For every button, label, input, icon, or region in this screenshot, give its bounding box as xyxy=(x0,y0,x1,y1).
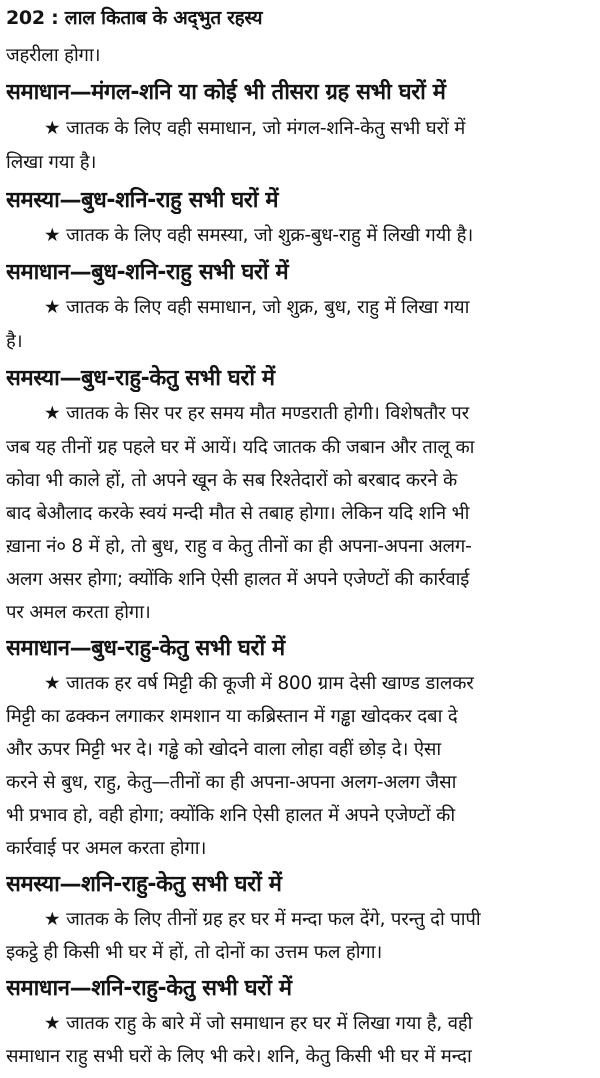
text-line: ★ जातक हर वर्ष मिट्टी की कूजी में 800 ग्राम देसी खाण्ड डालकर xyxy=(44,673,474,694)
text-line: ★ जातक के लिए वही समाधान, जो मंगल-शनि-केतु सभी घरों में xyxy=(44,118,466,139)
text-line: है। xyxy=(6,331,23,352)
text-line: लिखा गया है। xyxy=(6,152,97,173)
section-heading: समाधान—बुध-शनि-राहु सभी घरों में xyxy=(6,260,289,285)
section-heading: समाधान—बुध-राहु-केतु सभी घरों में xyxy=(6,636,285,661)
text-line: ★ जातक के सिर पर हर समय मौत मण्डराती होगी। विशेषतौर पर xyxy=(44,403,469,424)
section-heading: समस्या—बुध-राहु-केतु सभी घरों में xyxy=(6,366,275,391)
text-line: जहरीला होगा। xyxy=(6,45,101,66)
text-line: ख़ाना नं० 8 में हो, तो बुध, राहु व केतु तीनों का ही अपना-अपना अलग- xyxy=(6,536,472,557)
section-heading: समस्या—बुध-शनि-राहु सभी घरों में xyxy=(6,188,279,213)
text-line: कोवा भी काले हों, तो अपने खून के सब रिश्तेदारों को बरबाद करने के xyxy=(6,470,457,491)
text-line: ★ जातक के लिए तीनों ग्रह हर घर में मन्दा फल देंगे, परन्तु दो पापी xyxy=(44,909,481,930)
text-line: पर अमल करता होगा। xyxy=(6,602,151,623)
text-line: ★ जातक के लिए वही समस्या, जो शुक्र-बुध-राहु में लिखी गयी है। xyxy=(44,225,474,246)
text-line: करने से बुध, राहु, केतु—तीनों का ही अपना-अपना अलग-अलग जैसा xyxy=(6,772,457,793)
text-line: मिट्टी का ढक्कन लगाकर शमशान या कब्रिस्तान में गड्ढा खोदकर दबा दे xyxy=(6,706,458,727)
page-number: 202 xyxy=(6,7,45,29)
text-line: और ऊपर मिट्टी भर दे। गड्ढे को खोदने वाला लोहा वहीं छोड़ दे। ऐसा xyxy=(6,739,441,760)
text-line: अलग असर होगा; क्योंकि शनि ऐसी हालत में अपने एजेण्टों की कार्रवाई xyxy=(6,569,470,590)
text-line: भी प्रभाव हो, वही होगा; क्योंकि शनि ऐसी हालत में अपने एजेण्टों की xyxy=(6,805,455,826)
text-line: समाधान राहु सभी घरों के लिए भी करे। शनि, केतु किसी भी घर में मन्दा xyxy=(6,1046,472,1067)
section-heading: समस्या—शनि-राहु-केतु सभी घरों में xyxy=(6,872,282,897)
text-line: ★ जातक राहु के बारे में जो समाधान हर घर में लिखा गया है, वही xyxy=(44,1013,473,1034)
text-line: कार्रवाई पर अमल करता होगा। xyxy=(6,838,207,859)
text-line: जब यह तीनों ग्रह पहले घर में आयें। यदि जातक की जबान और तालू का xyxy=(6,437,475,458)
book-title: लाल किताब के अद्‌भुत रहस्य xyxy=(64,7,263,29)
header-separator: : xyxy=(51,7,59,29)
text-line: ★ जातक के लिए वही समाधान, जो शुक्र, बुध, राहु में लिखा गया xyxy=(44,297,470,318)
page-header xyxy=(6,4,594,30)
text-line: इकट्ठे ही किसी भी घर में हों, तो दोनों का उत्तम फल होगा। xyxy=(6,942,383,963)
section-heading: समाधान—शनि-राहु-केतु सभी घरों में xyxy=(6,976,292,1001)
section-heading: समाधान—मंगल-शनि या कोई भी तीसरा ग्रह सभी घरों में xyxy=(6,80,446,105)
text-line: बाद बेऔलाद करके स्वयं मन्दी मौत से तबाह होगा। लेकिन यदि शनि भी xyxy=(6,503,470,524)
